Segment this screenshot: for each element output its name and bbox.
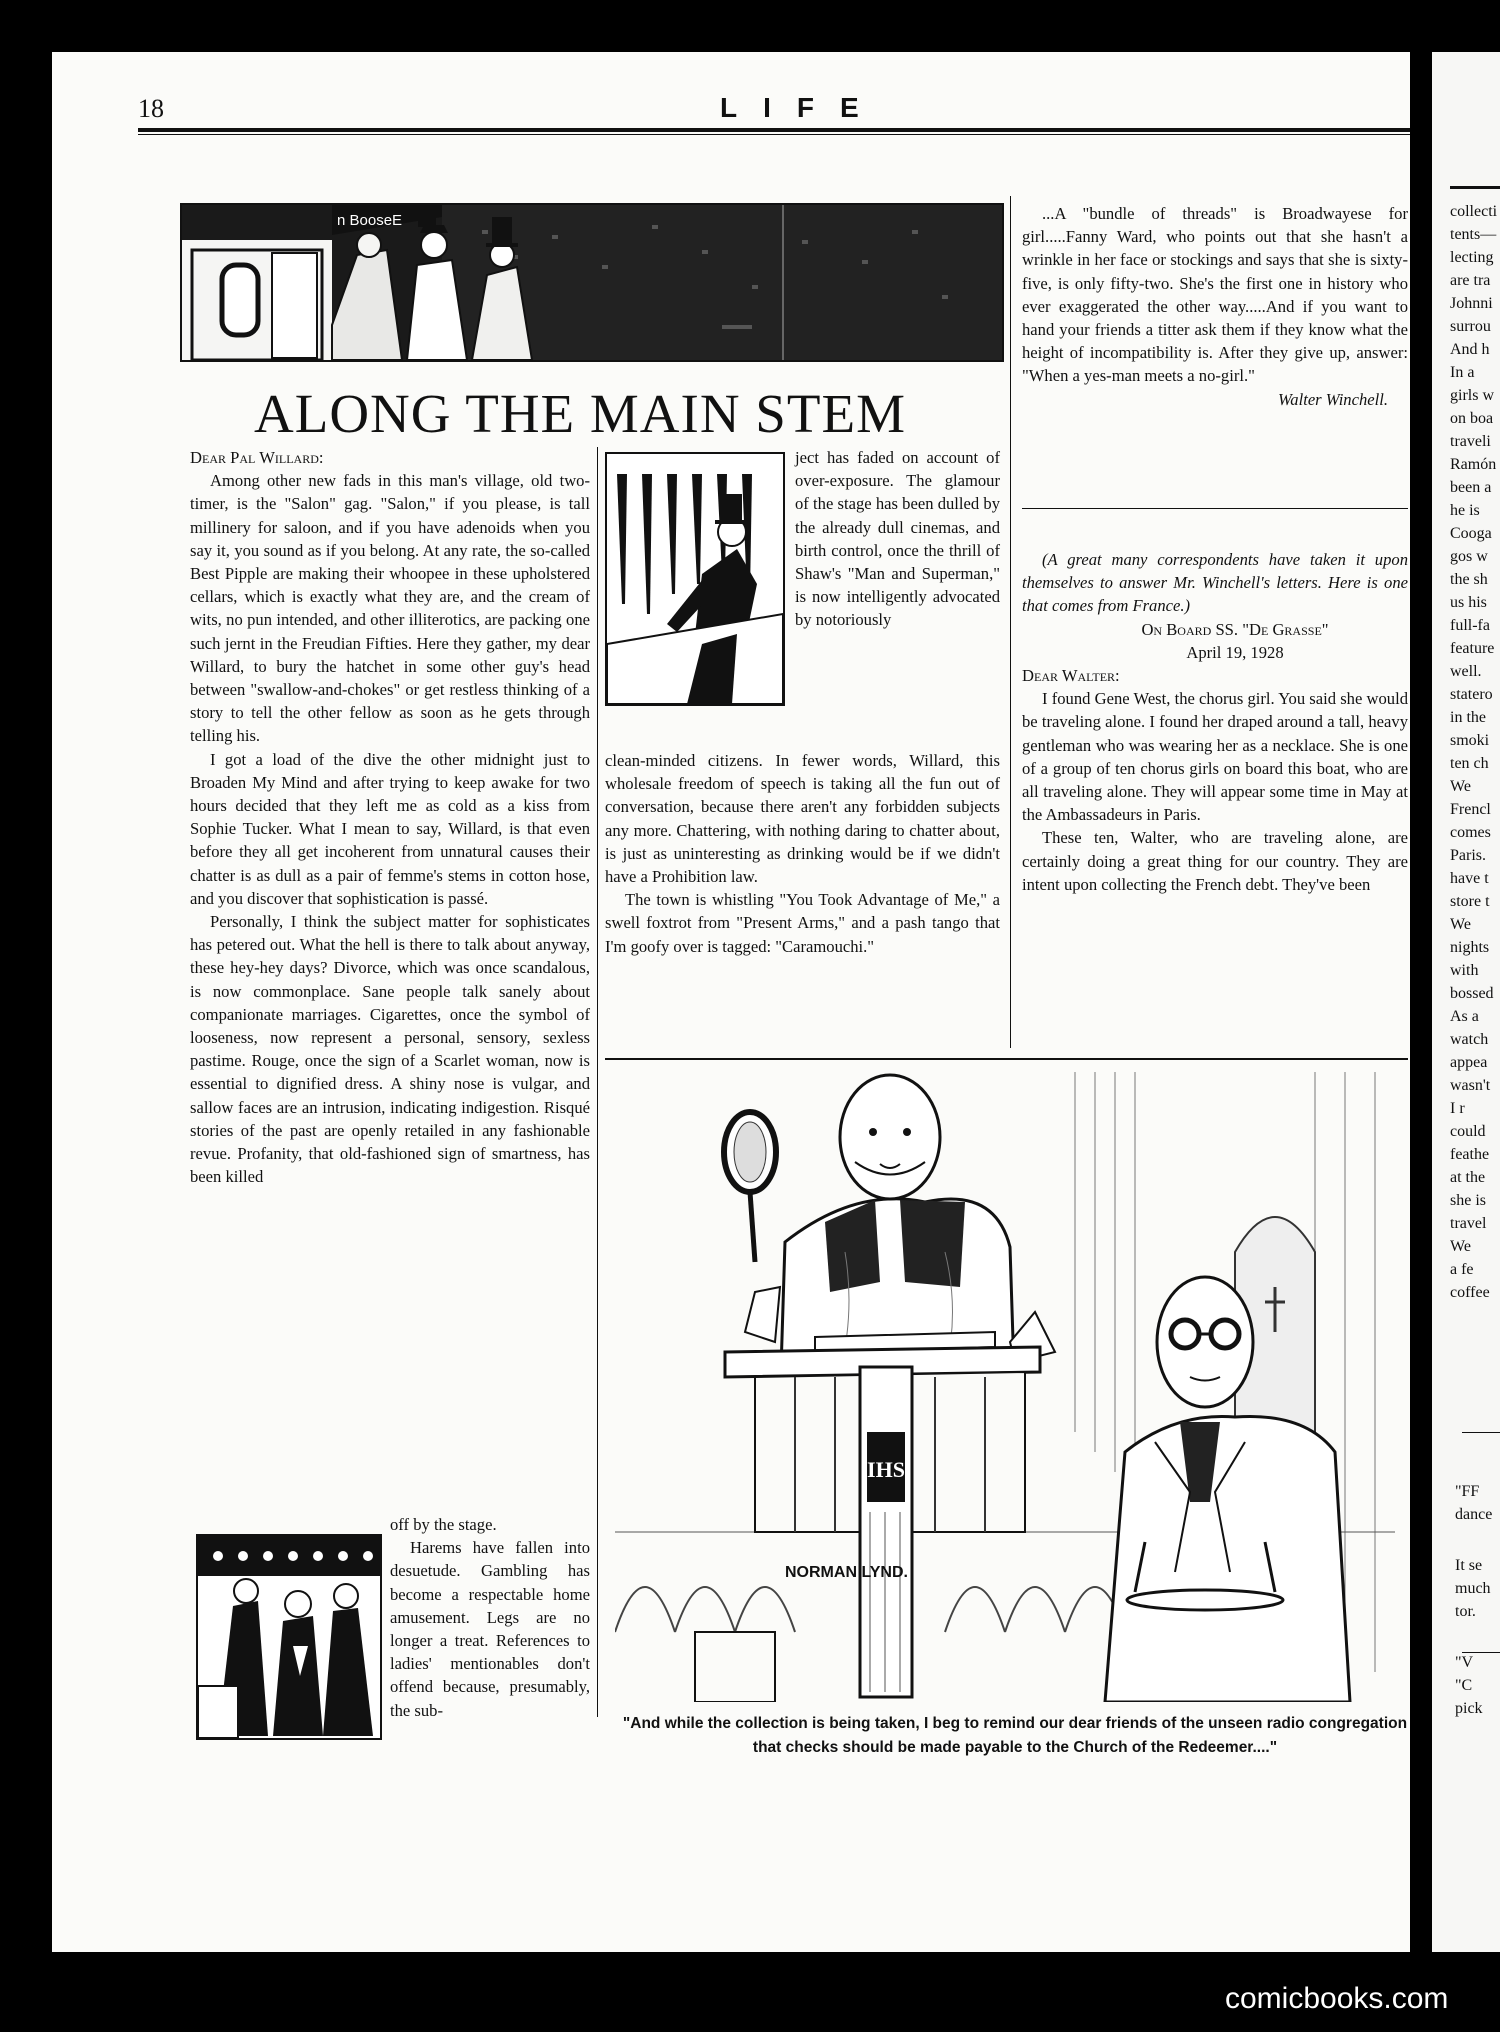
facing-page-line: statero	[1450, 686, 1493, 703]
facing-page-line: are tra	[1450, 272, 1491, 289]
small-illustration-dancer	[605, 452, 785, 706]
facing-page-line: feature	[1450, 640, 1495, 657]
small-illustration-waiters	[196, 1534, 382, 1740]
paragraph: I found Gene West, the chorus girl. You said she would be traveling alone. I found her draped around a tall, heavy gentleman who was wearing her as a necklace. She is one of a group of ten chorus girls on board this boat, who are all traveling alone. They will appear some time in May at the Ambassadeurs in Paris.	[1022, 689, 1408, 825]
banner-illustration	[180, 203, 1004, 362]
facing-page-line: could	[1450, 1123, 1486, 1140]
salutation: Dear Walter:	[1022, 666, 1120, 686]
header-rule-thin	[138, 134, 1410, 135]
facing-page-line: have t	[1450, 870, 1489, 887]
facing-page-line: much	[1455, 1580, 1491, 1597]
article-column-1-continued	[390, 1513, 590, 1722]
facing-page-line: tor.	[1455, 1603, 1476, 1620]
pulpit-monogram: IHS	[867, 1457, 905, 1482]
section-rule	[1022, 508, 1408, 509]
facing-page-line: with	[1450, 962, 1479, 979]
column-divider	[1010, 196, 1011, 1048]
facing-page-line: the sh	[1450, 571, 1488, 588]
facing-page-line: well.	[1450, 663, 1482, 680]
facing-page-line: comes	[1450, 824, 1491, 841]
facing-page-line: ten ch	[1450, 755, 1489, 772]
paragraph: I got a load of the dive the other midnight just to Broaden My Mind and after trying to keep awake for two hours decided that they left me as cold as a kiss from Sophie Tucker. What I mean to say, Willard, is that even before they all get incoherent from unnatural causes their chatter is as dull as a pair of femme's stems in cotton hose, and you discover that sophistication is passé.	[190, 749, 590, 908]
facing-page-line: pick	[1455, 1700, 1483, 1717]
facing-page-line: Ramón	[1450, 456, 1497, 473]
paragraph: ject has faded on account of over-exposure. The glamour of the stage has been dulled by the already dull cinemas, and birth control, once the thrill of Shaw's "Man and Superman," is now intelligently advocated by notoriously	[795, 448, 1000, 630]
facing-page-line: smoki	[1450, 732, 1490, 749]
facing-page-line: Cooga	[1450, 525, 1492, 542]
paragraph: Harems have fallen into desuetude. Gambling has become a respectable home amusement. Legs are no longer a treat. References to ladies' mentionables don't offend because, presumably, the sub-	[390, 1538, 590, 1720]
page-number: 18	[138, 94, 164, 123]
facing-page-line: bossed	[1450, 985, 1494, 1002]
facing-page-line: "V	[1455, 1654, 1474, 1671]
masthead: LIFE	[720, 92, 885, 123]
facing-header-rule	[1450, 186, 1500, 189]
facing-page-line: In a	[1450, 364, 1475, 381]
facing-page-line: watch	[1450, 1031, 1489, 1048]
dateline-place: On Board SS. "De Grasse"	[1141, 619, 1329, 639]
column-divider	[597, 447, 598, 1717]
editor-note: (A great many correspondents have taken it upon themselves to answer Mr. Winchell's letters. Here is one that comes from France.)	[1022, 550, 1408, 616]
dateline-date: April 19, 1928	[1186, 642, 1284, 662]
salutation: Dear Pal Willard:	[190, 448, 324, 467]
facing-page-line: Frencl	[1450, 801, 1491, 818]
facing-page-line: store t	[1450, 893, 1490, 910]
facing-page-line: she is	[1450, 1192, 1486, 1209]
page-gutter	[1410, 52, 1432, 1952]
facing-page-text	[1450, 200, 1500, 1304]
facing-page-line: Paris.	[1450, 847, 1486, 864]
paragraph: clean-minded citizens. In fewer words, Willard, this wholesale freedom of speech is taking all the fun out of conversation, because there aren't any forbidden subjects any more. Chattering, with nothing daring to chatter about, is just as uninteresting as drinking would be if we didn't have a Prohibition law.	[605, 751, 1000, 887]
facing-page-line: "C	[1455, 1677, 1473, 1694]
cartoon-illustration	[615, 1072, 1405, 1702]
facing-page-line: wasn't	[1450, 1077, 1491, 1094]
facing-page-line: girls w	[1450, 387, 1494, 404]
paragraph: Among other new fads in this man's village, old two-timer, is the "Salon" gag. "Salon," if you please, is tall millinery for saloon, and if you have adenoids when you say it, you sound as if you belong. At any rate, the so-called Best Pipple are making their whoopee in these upholstered cellars, which is exactly what they are, and the cream of wits, no pun intended, and other illiterotics, are packing one such jernt in the Freudian Fifties. Here they gather, my dear Willard, to bury the hatchet in some other guy's head between "swallow-and-chokes" or get restless thinking of a story to tell the other fellow as soon as he gets through telling his.	[190, 471, 590, 746]
facing-page-line: nights	[1450, 939, 1490, 956]
facing-page-line: in the	[1450, 709, 1486, 726]
facing-page-line: surrou	[1450, 318, 1491, 335]
facing-page-lower-text	[1455, 1480, 1500, 1720]
paragraph: The town is whistling "You Took Advantage of Me," a swell foxtrot from "Present Arms," and a pash tango that I'm goofy over is tagged: "Caramouchi."	[605, 890, 1000, 956]
facing-page-line: feathe	[1450, 1146, 1490, 1163]
facing-page-line: collecti	[1450, 203, 1498, 220]
artist-signature: NORMAN LYND.	[785, 1564, 908, 1581]
facing-page-line: We	[1450, 778, 1471, 795]
letter2-column	[1022, 548, 1408, 896]
signature: Walter Winchell.	[1278, 389, 1388, 409]
cartoon-top-rule	[605, 1058, 1408, 1060]
article-column-1	[190, 446, 590, 1189]
banner-sign: n BooseE	[337, 212, 403, 229]
paragraph: off by the stage.	[390, 1515, 497, 1534]
facing-page-line: a fe	[1450, 1261, 1474, 1278]
headline: ALONG THE MAIN STEM	[254, 383, 906, 444]
paragraph: Personally, I think the subject matter for sophisticates has petered out. What the hell is there to talk about anyway, these hey-hey days? Divorce, which was once scandalous, is now commonplace. Sane people talk sanely about companionate marriages. Cigarettes, once the symbol of looseness, now represent a personal, sensory, sexless pastime. Rouge, once the sign of a Scarlet woman, now is essential to dignified dress. A shiny nose is vulgar, and sallow faces are an intrusion, indicating indigestion. Risqué stories of the past are openly retailed in any fashionable revue. Profanity, that old-fashioned sign of smartness, has been killed	[190, 912, 590, 1187]
facing-page-line: traveli	[1450, 433, 1491, 450]
facing-page-line: full-fa	[1450, 617, 1490, 634]
article-column-3	[1022, 202, 1408, 411]
facing-page-line: dance	[1455, 1506, 1493, 1523]
article-column-2-top	[795, 446, 1000, 632]
facing-page-line: travel	[1450, 1215, 1487, 1232]
facing-page-line: "FF	[1455, 1483, 1480, 1500]
facing-rule	[1462, 1432, 1500, 1433]
facing-page-line: on boa	[1450, 410, 1494, 427]
facing-page-line: We	[1450, 916, 1471, 933]
facing-page-line: Johnni	[1450, 295, 1493, 312]
facing-page-line: at the	[1450, 1169, 1486, 1186]
facing-page-line: us his	[1450, 594, 1487, 611]
paragraph: ...A "bundle of threads" is Broadwayese for girl.....Fanny Ward, who points out that she hasn't a wrinkle in her face or stockings and says that she is sixty-five, is only fifty-two. She's the first one in history who ever exaggerated the other way.....And if you want to hand your friends a titter ask them if they know what the height of incompatibility is. After they give up, answer: "When a yes-man meets a no-girl."	[1022, 204, 1408, 386]
facing-page-line: coffee	[1450, 1284, 1490, 1301]
facing-page-line: It se	[1455, 1557, 1483, 1574]
facing-page-line: he is	[1450, 502, 1480, 519]
facing-page-line: appea	[1450, 1054, 1488, 1071]
facing-page-line: gos w	[1450, 548, 1488, 565]
facing-page-line: And h	[1450, 341, 1490, 358]
cartoon-caption: "And while the collection is being taken, I beg to remind our dear friends of the unseen radio congregation that checks should be made payable to the Church of the Redeemer...."	[622, 1715, 1408, 1756]
header-rule	[138, 128, 1410, 132]
facing-page-line: As a	[1450, 1008, 1479, 1025]
source-credit: comicbooks.com	[1225, 1982, 1449, 2015]
facing-page-line: tents—	[1450, 226, 1497, 243]
facing-page-line: I r	[1450, 1100, 1465, 1117]
facing-page-line: been a	[1450, 479, 1492, 496]
paragraph: These ten, Walter, who are traveling alone, are certainly doing a great thing for our country. They are intent upon collecting the French debt. They've been	[1022, 828, 1408, 894]
facing-page-line: We	[1450, 1238, 1471, 1255]
article-column-2	[605, 749, 1000, 958]
facing-page-line: lecting	[1450, 249, 1494, 266]
